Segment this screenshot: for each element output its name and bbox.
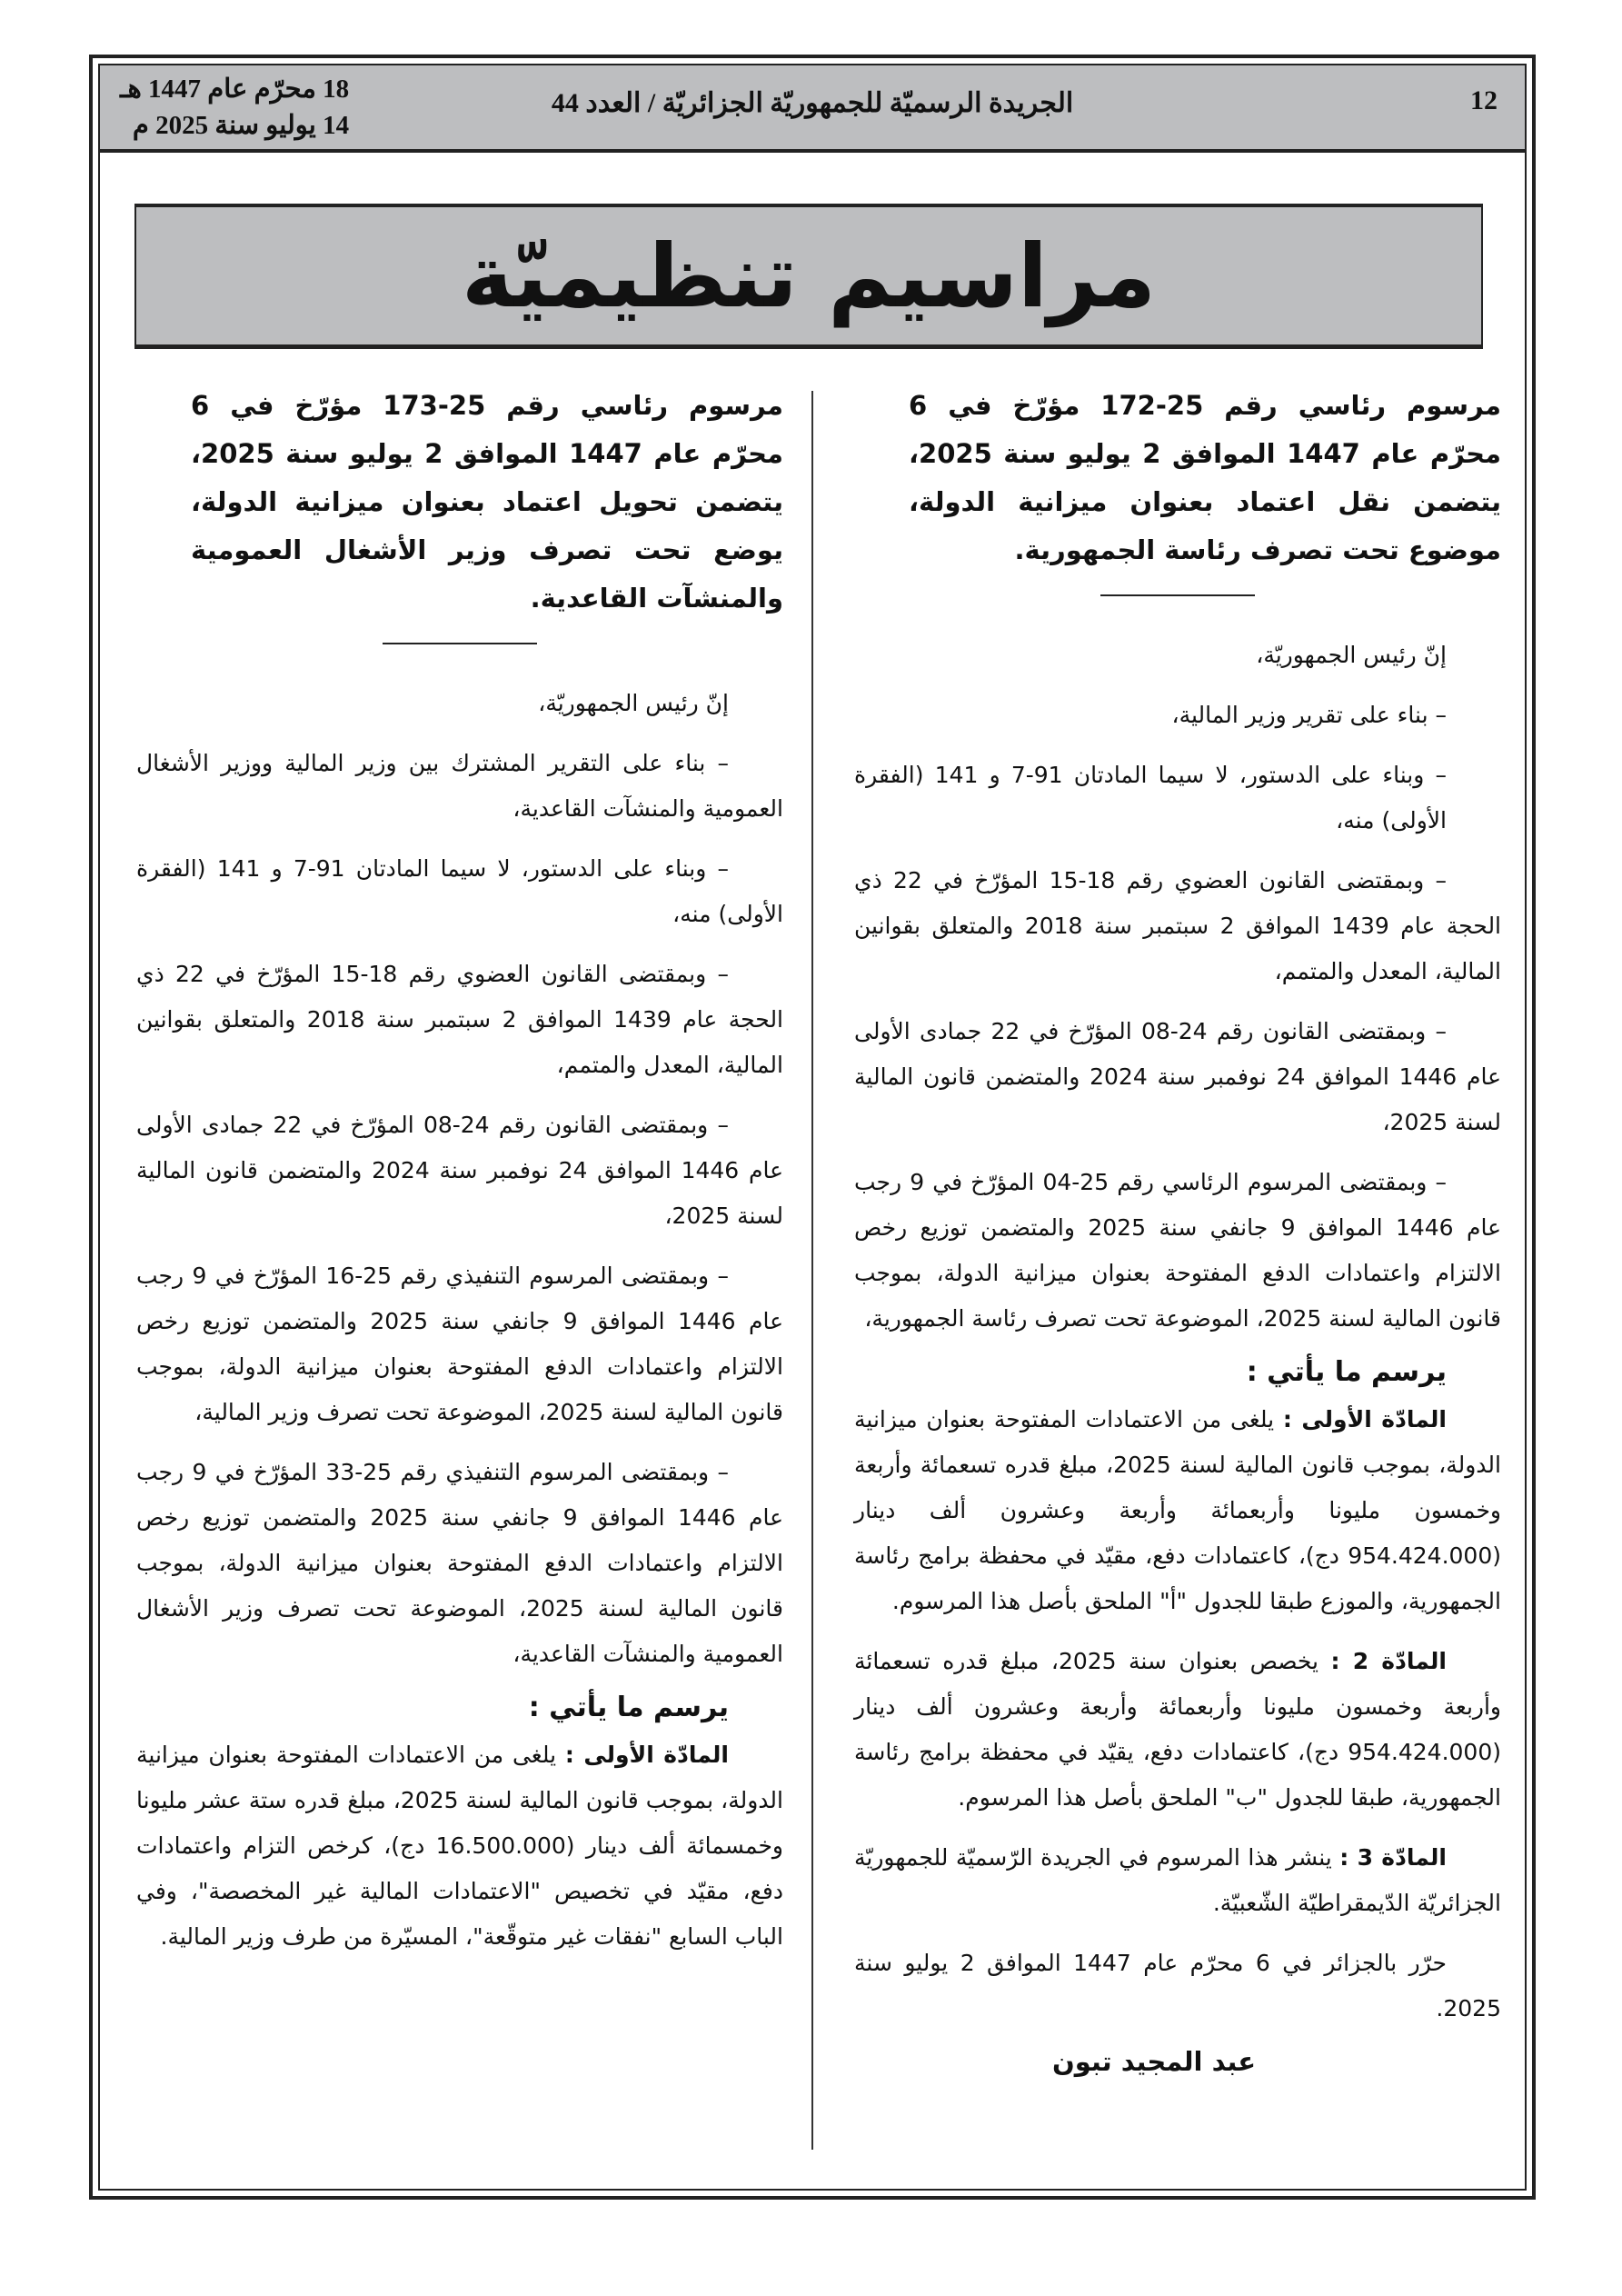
article-text: يلغى من الاعتمادات المفتوحة بعنوان ميزانية الدولة، بموجب قانون المالية لسنة 2025، مبلغ قدره ستة عشر مليونا وخمسمائة ألف دينار (16.500.000 دج)، كرخص التزام واعتمادات دفع، مقيّد في تخصيص "الاعتمادات المالية غير المخصصة"، وفي الباب السابع "نفقات غير متوقّعة"، المسيّرة من طرف وزير المالية.	[136, 1742, 783, 1950]
consideration: – بناء على تقرير وزير المالية،	[1171, 702, 1447, 728]
gregorian-date: 14 يوليو سنة 2025 م	[132, 111, 350, 140]
consideration: – وبمقتضى القانون العضوي رقم 18-15 المؤرّخ في 22 ذي الحجة عام 1439 الموافق 2 سبتمبر سنة 2018 والمتعلق بقوانين المالية، المعدل والمتمم،	[136, 961, 784, 1078]
decree-title: مرسوم رئاسي رقم 25-172 مؤرّخ في 6 محرّم عام 1447 الموافق 2 يوليو سنة 2025، يتضمن نقل اعتماد بعنوان ميزانية الدولة، موضوع تحت تصرف رئاسة الجمهورية.	[909, 390, 1501, 565]
decrees-label: يرسم ما يأتي :	[1246, 1356, 1447, 1388]
article-label: المادّة الأولى :	[1282, 1406, 1447, 1433]
article-label: المادّة 3 :	[1339, 1844, 1447, 1871]
consideration: – وبمقتضى المرسوم الرئاسي رقم 25-04 المؤرّخ في 9 رجب عام 1446 الموافق 9 جانفي سنة 2025 والمتضمن توزيع رخص الالتزام واعتمادات الدفع المفتوحة بعنوان ميزانية الدولة، بموجب قانون المالية لسنة 2025، الموضوعة تحت تصرف رئاسة الجمهورية،	[854, 1169, 1501, 1332]
closing: حرّر بالجزائر في 6 محرّم عام 1447 الموافق 2 يوليو سنة 2025.	[854, 1950, 1501, 2021]
consideration: – بناء على التقرير المشترك بين وزير المالية ووزير الأشغال العمومية والمنشآت القاعدية،	[136, 750, 783, 822]
journal-title: الجريدة الرسميّة للجمهوريّة الجزائريّة / العدد 44	[551, 88, 1074, 118]
decree-title: مرسوم رئاسي رقم 25-173 مؤرّخ في 6 محرّم عام 1447 الموافق 2 يوليو سنة 2025، يتضمن تحويل اعتماد بعنوان ميزانية الدولة، يوضع تحت تصرف وزير الأشغال العمومية والمنشآت القاعدية.	[191, 390, 783, 614]
consideration: – وبناء على الدستور، لا سيما المادتان 91-7 و 141 (الفقرة الأولى) منه،	[854, 762, 1448, 834]
article	[136, 1732, 783, 1960]
article	[854, 1639, 1501, 1821]
consideration: – وبمقتضى القانون العضوي رقم 18-15 المؤرّخ في 22 ذي الحجة عام 1439 الموافق 2 سبتمبر سنة 2018 والمتعلق بقوانين المالية، المعدل والمتمم،	[854, 867, 1502, 984]
consideration: – وبمقتضى القانون رقم 24-08 المؤرّخ في 22 جمادى الأولى عام 1446 الموافق 24 نوفمبر سنة 2024 والمتضمن قانون المالية لسنة 2025،	[136, 1112, 783, 1229]
consideration: – وبمقتضى المرسوم التنفيذي رقم 25-16 المؤرّخ في 9 رجب عام 1446 الموافق 9 جانفي سنة 2025 والمتضمن توزيع رخص الالتزام واعتمادات الدفع المفتوحة بعنوان ميزانية الدولة، بموجب قانون المالية لسنة 2025، الموضوعة تحت تصرف وزير المالية،	[136, 1263, 783, 1425]
consideration: – وبمقتضى القانون رقم 24-08 المؤرّخ في 22 جمادى الأولى عام 1446 الموافق 24 نوفمبر سنة 2024 والمتضمن قانون المالية لسنة 2025،	[854, 1018, 1501, 1135]
article	[854, 1835, 1501, 1926]
column-divider	[811, 391, 813, 2150]
article-text: يخصص بعنوان سنة 2025، مبلغ قدره تسعمائة وأربعة وخمسون مليونا وأربعمائة وأربعة وعشرون ألف دينار (954.424.000 دج)، كاعتمادات دفع، يقيّد في محفظة برامج رئاسة الجمهورية، طبقا للجدول "ب" الملحق بأصل هذا المرسوم.	[854, 1648, 1501, 1811]
section-title-box	[134, 204, 1483, 349]
consideration: – وبمقتضى المرسوم التنفيذي رقم 25-33 المؤرّخ في 9 رجب عام 1446 الموافق 9 جانفي سنة 2025 والمتضمن توزيع رخص الالتزام واعتمادات الدفع المفتوحة بعنوان ميزانية الدولة، بموجب قانون المالية لسنة 2025، الموضوعة تحت تصرف وزير الأشغال العمومية والمنشآت القاعدية،	[136, 1459, 783, 1667]
separator-rule	[383, 643, 537, 644]
header-dates	[120, 71, 349, 144]
president-intro: إنّ رئيس الجمهوريّة،	[538, 690, 729, 716]
article-text: ينشر هذا المرسوم في الجريدة الرّسميّة للجمهوريّة الجزائريّة الدّيمقراطيّة الشّعبيّة.	[854, 1844, 1501, 1916]
consideration: – وبناء على الدستور، لا سيما المادتان 91-7 و 141 (الفقرة الأولى) منه،	[136, 855, 783, 927]
separator-rule	[1100, 594, 1255, 596]
article-label: المادّة 2 :	[1330, 1648, 1447, 1674]
president-intro: إنّ رئيس الجمهوريّة،	[1256, 642, 1447, 668]
hijri-date: 18 محرّم عام 1447 هـ	[120, 75, 350, 104]
page-number: 12	[1470, 85, 1498, 115]
section-title: مراسيم تنظيميّة	[461, 225, 1157, 327]
article	[854, 1397, 1501, 1624]
article-text: يلغى من الاعتمادات المفتوحة بعنوان ميزانية الدولة، بموجب قانون المالية لسنة 2025، مبلغ قدره تسعمائة وأربعة وخمسون مليونا وأربعمائة وأربعة وعشرون ألف دينار (954.424.000 دج)، كاعتمادات دفع، مقيّد في محفظة برامج رئاسة الجمهورية، والموزع طبقا للجدول "أ" الملحق بأصل هذا المرسوم.	[854, 1406, 1501, 1614]
article-label: المادّة الأولى :	[564, 1742, 729, 1768]
signature: عبد المجيد تبون	[1051, 2046, 1256, 2077]
decree-172	[854, 382, 1501, 2077]
decrees-label: يرسم ما يأتي :	[528, 1692, 729, 1723]
running-header	[100, 65, 1525, 153]
decree-173	[136, 382, 783, 1974]
